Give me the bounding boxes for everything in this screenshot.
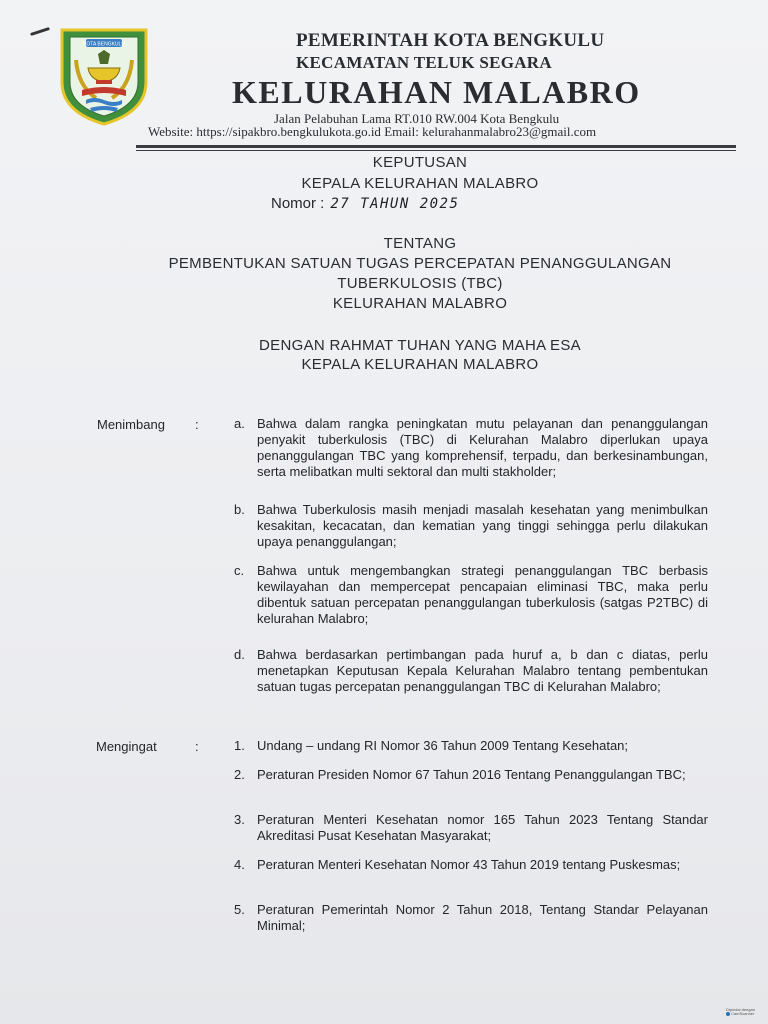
mengingat-colon: : bbox=[195, 739, 199, 754]
item-marker: 1. bbox=[234, 738, 245, 753]
item-text: Bahwa dalam rangka peningkatan mutu pelayanan dan penanggulangan penyakit tuberkulosis (TBC) di Kelurahan Malabro diperlukan upaya penanggulangan TBC yang komprehensif, terpadu, dan berkesinambungan, serta melibatkan multi sektoral dan multi stakholder; bbox=[257, 416, 708, 479]
item-text: Bahwa untuk mengembangkan strategi penanggulangan TBC berbasis kewilayahan dan mempercepat pencapaian eliminasi TBC, maka perlu dibentuk satuan percepatan penanggulangan tuberkulosis (satgas P2TBC) di kelurahan Malabro; bbox=[257, 563, 708, 626]
blessing-line-2: KEPALA KELURAHAN MALABRO bbox=[301, 356, 539, 373]
item-text: Bahwa Tuberkulosis masih menjadi masalah kesehatan yang menimbulkan kesakitan, kecacatan, dan kematian yang tinggi sehingga perlu dilakukan upaya penanggulangan; bbox=[257, 502, 708, 549]
subject-label: TENTANG bbox=[383, 235, 457, 252]
emblem-label: KOTA BENGKULU bbox=[83, 41, 125, 48]
pen-mark bbox=[30, 27, 50, 36]
menimbang-label: Menimbang bbox=[97, 417, 165, 432]
item-marker: a. bbox=[234, 416, 245, 431]
office-address: Jalan Pelabuhan Lama RT.010 RW.004 Kota Bengkulu bbox=[274, 111, 560, 126]
item-marker: 2. bbox=[234, 767, 245, 782]
item-marker: d. bbox=[234, 647, 245, 662]
decree-number-handwritten: 27 TAHUN 2025 bbox=[330, 196, 460, 212]
decree-number-label: Nomor : bbox=[271, 195, 325, 212]
decree-number bbox=[271, 195, 459, 212]
government-name: PEMERINTAH KOTA BENGKULU bbox=[296, 30, 605, 51]
contact-line bbox=[148, 124, 596, 140]
decree-issuer: KEPALA KELURAHAN MALABRO bbox=[301, 175, 539, 192]
item-marker: c. bbox=[234, 563, 245, 578]
website-url: https://sipakbro.bengkulukota.go.id bbox=[196, 124, 381, 139]
blessing-line-1: DENGAN RAHMAT TUHAN YANG MAHA ESA bbox=[259, 337, 581, 354]
item-marker: 5. bbox=[234, 902, 245, 917]
decree-title: KEPUTUSAN bbox=[372, 154, 468, 171]
city-emblem-icon bbox=[56, 24, 152, 126]
letterhead-divider-thin bbox=[136, 150, 736, 151]
menimbang-colon: : bbox=[195, 417, 199, 432]
item-marker: b. bbox=[234, 502, 245, 517]
scanner-watermark bbox=[726, 1008, 762, 1018]
item-marker: 3. bbox=[234, 812, 245, 827]
item-text: Peraturan Presiden Nomor 67 Tahun 2016 Tentang Penanggulangan TBC; bbox=[257, 767, 686, 782]
item-text: Undang – undang RI Nomor 36 Tahun 2009 Tentang Kesehatan; bbox=[257, 738, 629, 753]
subject-line-3: KELURAHAN MALABRO bbox=[332, 295, 508, 312]
subject-line-1: PEMBENTUKAN SATUAN TUGAS PERCEPATAN PENANGGULANGAN bbox=[168, 255, 672, 272]
email-address: kelurahanmalabro23@gmail.com bbox=[422, 124, 597, 139]
item-marker: 4. bbox=[234, 857, 245, 872]
scanner-logo-icon bbox=[726, 1012, 730, 1016]
item-text: Peraturan Menteri Kesehatan Nomor 43 Tahun 2019 tentang Puskesmas; bbox=[257, 857, 681, 872]
website-label: Website: bbox=[148, 124, 194, 139]
email-label: Email: bbox=[384, 124, 419, 139]
item-text: Peraturan Pemerintah Nomor 2 Tahun 2018, Tentang Standar Pelayanan Minimal; bbox=[257, 902, 708, 933]
item-text: Bahwa berdasarkan pertimbangan pada huruf a, b dan c diatas, perlu menetapkan Keputusan Kepala Kelurahan Malabro tentang pembentukan satuan tugas percepatan penanggulangan TBC di Kelurahan Malabro; bbox=[257, 647, 708, 694]
village-name: KELURAHAN MALABRO bbox=[232, 74, 641, 110]
subject-line-2: TUBERKULOSIS (TBC) bbox=[337, 275, 503, 292]
item-text: Peraturan Menteri Kesehatan nomor 165 Tahun 2023 Tentang Standar Akreditasi Pusat Kesehatan Masyarakat; bbox=[257, 812, 708, 843]
district-name: KECAMATAN TELUK SEGARA bbox=[296, 53, 552, 72]
letterhead-divider-thick bbox=[136, 145, 736, 148]
mengingat-label: Mengingat bbox=[96, 739, 157, 754]
scanner-line-1: Dipindai dengan bbox=[726, 1007, 755, 1012]
scanner-line-2: CamScanner bbox=[731, 1011, 755, 1017]
